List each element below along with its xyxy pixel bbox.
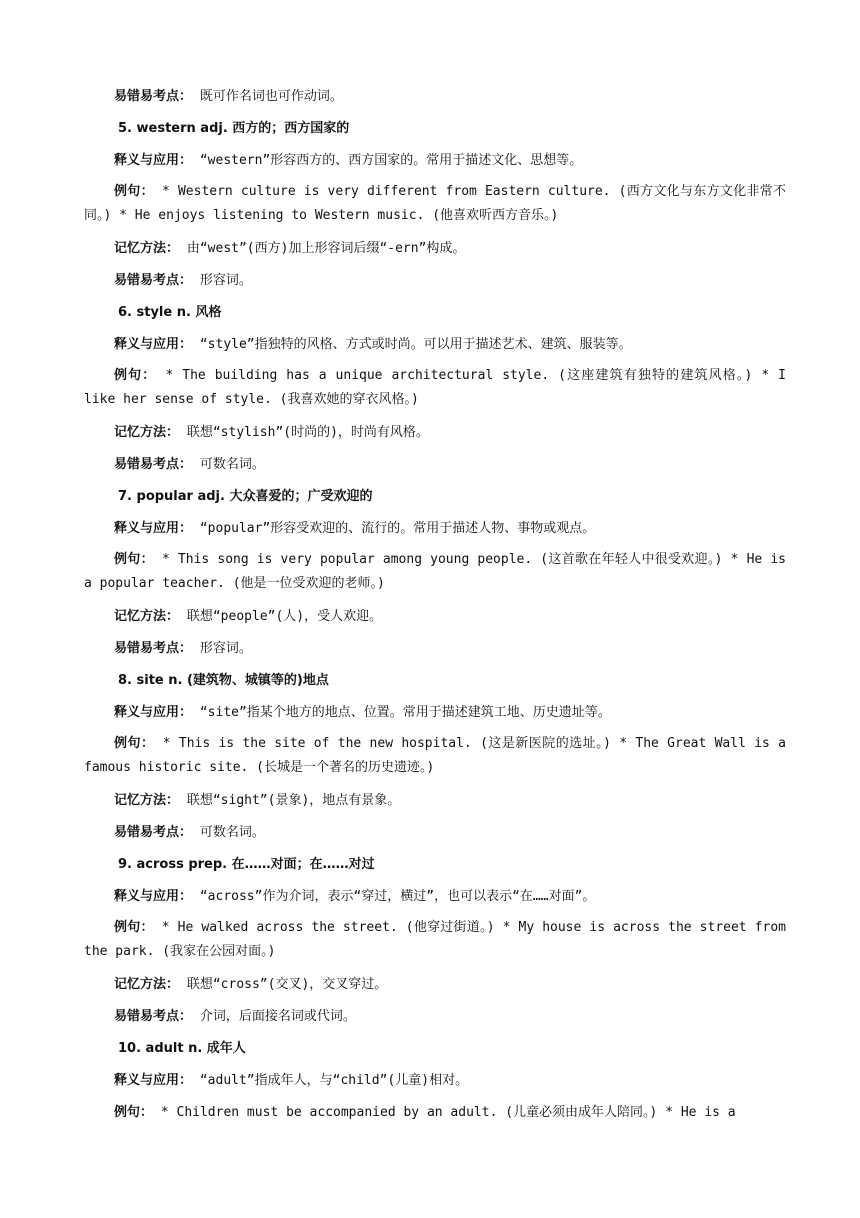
example-text: * The building has a unique architectural style. (这座建筑有独特的建筑风格。) * I like her sense of style. (我喜欢她的穿衣风格。) [84, 368, 786, 407]
meaning-line [0, 888, 860, 906]
pitfall-text: 形容词。 [199, 641, 252, 656]
meaning-label: 释义与应用： [114, 337, 193, 352]
memory-line [0, 792, 860, 810]
memory-label: 记忆方法： [114, 241, 180, 256]
memory-text: 联想“stylish”(时尚的)，时尚有风格。 [186, 425, 429, 440]
meaning-text: “style”指独特的风格、方式或时尚。可以用于描述艺术、建筑、服装等。 [199, 337, 632, 352]
example-line [0, 1104, 860, 1122]
pitfall-line [0, 640, 860, 658]
pitfall-text: 可数名词。 [199, 457, 265, 472]
meaning-text: “western”形容西方的、西方国家的。常用于描述文化、思想等。 [199, 153, 583, 168]
meaning-text: “site”指某个地方的地点、位置。常用于描述建筑工地、历史遗址等。 [199, 705, 611, 720]
example-label: 例句： [114, 368, 157, 383]
entry-heading: 6. style n. 风格 [118, 305, 222, 320]
pitfall-line [0, 456, 860, 474]
meaning-line [0, 520, 860, 538]
meaning-text: “popular”形容受欢迎的、流行的。常用于描述人物、事物或观点。 [199, 521, 596, 536]
entry-heading: 8. site n. (建筑物、城镇等的)地点 [118, 673, 329, 688]
memory-label: 记忆方法： [114, 609, 180, 624]
example-text: * Children must be accompanied by an adult. (儿童必须由成年人陪同。) * He is a [160, 1105, 736, 1120]
entry-heading: 5. western adj. 西方的；西方国家的 [118, 121, 350, 136]
memory-label: 记忆方法： [114, 793, 180, 808]
example-paragraph [0, 548, 860, 596]
pitfall-text: 可数名词。 [199, 825, 265, 840]
memory-text: 联想“sight”(景象)，地点有景象。 [186, 793, 401, 808]
example-paragraph [0, 180, 860, 228]
meaning-text: “adult”指成年人，与“child”(儿童)相对。 [199, 1073, 469, 1088]
example-label: 例句： [114, 1105, 154, 1120]
pitfall-line [0, 824, 860, 842]
pitfall-label: 易错易考点： [114, 273, 193, 288]
meaning-label: 释义与应用： [114, 1073, 193, 1088]
memory-text: 联想“people”(人)，受人欢迎。 [186, 609, 383, 624]
memory-label: 记忆方法： [114, 425, 180, 440]
example-text: * Western culture is very different from Eastern culture. (西方文化与东方文化非常不同。) * He enjoys listening to Western music. (他喜欢听西方音乐。) [84, 184, 786, 223]
pitfall-line [0, 88, 860, 106]
entry-heading: 9. across prep. 在……对面；在……对过 [118, 857, 375, 872]
example-paragraph [0, 364, 860, 412]
meaning-line [0, 336, 860, 354]
pitfall-label: 易错易考点： [114, 825, 193, 840]
pitfall-label: 易错易考点： [114, 641, 193, 656]
meaning-line [0, 704, 860, 722]
meaning-label: 释义与应用： [114, 153, 193, 168]
example-text: * This song is very popular among young people. (这首歌在年轻人中很受欢迎。) * He is a popular teacher. (他是一位受欢迎的老师。) [84, 552, 786, 591]
memory-text: 联想“cross”(交叉)，交叉穿过。 [186, 977, 388, 992]
pitfall-text: 形容词。 [199, 273, 252, 288]
example-label: 例句： [114, 920, 154, 935]
memory-text: 由“west”(西方)加上形容词后缀“-ern”构成。 [186, 241, 466, 256]
pitfall-line [0, 1008, 860, 1026]
memory-line [0, 240, 860, 258]
example-paragraph [0, 732, 860, 780]
example-paragraph [0, 916, 860, 964]
example-text: * This is the site of the new hospital. (这是新医院的选址。) * The Great Wall is a famous historic site. (长城是一个著名的历史遗迹。) [84, 736, 786, 775]
example-label: 例句： [114, 552, 154, 567]
pitfall-label: 易错易考点： [114, 457, 193, 472]
pitfall-text: 既可作名词也可作动词。 [199, 89, 343, 104]
entry-heading: 7. popular adj. 大众喜爱的；广受欢迎的 [118, 489, 373, 504]
memory-label: 记忆方法： [114, 977, 180, 992]
pitfall-line [0, 272, 860, 290]
entry-heading: 10. adult n. 成年人 [118, 1041, 246, 1056]
example-label: 例句： [114, 184, 154, 199]
example-label: 例句： [114, 736, 155, 751]
pitfall-text: 介词，后面接名词或代词。 [199, 1009, 356, 1024]
meaning-label: 释义与应用： [114, 705, 193, 720]
meaning-text: “across”作为介词，表示“穿过，横过”，也可以表示“在……对面”。 [199, 889, 596, 904]
memory-line [0, 424, 860, 442]
meaning-label: 释义与应用： [114, 521, 193, 536]
pitfall-label: 易错易考点： [114, 1009, 193, 1024]
meaning-line [0, 152, 860, 170]
meaning-label: 释义与应用： [114, 889, 193, 904]
memory-line [0, 976, 860, 994]
memory-line [0, 608, 860, 626]
pitfall-label: 易错易考点： [114, 89, 193, 104]
example-text: * He walked across the street. (他穿过街道。) * My house is across the street from the park. (我家在公园对面。) [84, 920, 786, 959]
meaning-line [0, 1072, 860, 1090]
